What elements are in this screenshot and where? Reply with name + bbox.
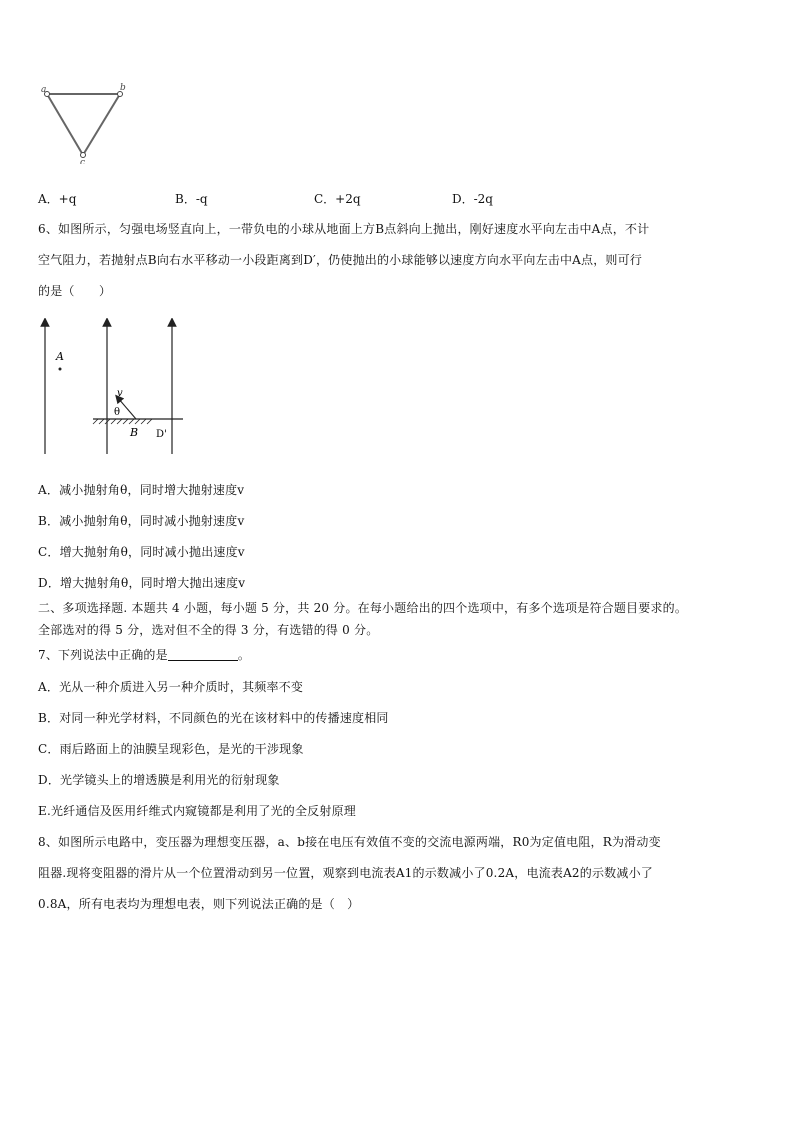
section-2-header-line-2: 全部选对的得 5 分，选对但不全的得 3 分，有选错的得 0 分。	[38, 623, 379, 637]
q6-stem-line-1: 6、如图所示，匀强电场竖直向上，一带负电的小球从地面上方B点斜向上抛出，刚好速度水平向左击中A点，不计	[38, 222, 650, 236]
vertex-label-b: b	[120, 83, 126, 93]
point-a-label: A	[56, 350, 64, 363]
q6-stem-line-2: 空气阻力，若抛射点B向右水平移动一小段距离到D′，仍使抛出的小球能够以速度方向水平向左击中A点，则可行	[38, 253, 643, 267]
q7-option-b: B．对同一种光学材料，不同颜色的光在该材料中的传播速度相同	[38, 711, 389, 725]
point-d-label: D'	[156, 429, 167, 440]
q5-option-c: C．+2q	[314, 192, 361, 206]
q7-option-c: C．雨后路面上的油膜呈现彩色，是光的干涉现象	[38, 742, 304, 756]
q7-stem-text: 7、下列说法中正确的是	[38, 648, 168, 662]
q7-option-a: A．光从一种介质进入另一种介质时，其频率不变	[38, 680, 304, 694]
vertex-label-a: a	[41, 85, 47, 95]
q6-stem-line-3: 的是（ ）	[38, 284, 112, 298]
triangle-figure	[38, 82, 138, 164]
q7-answer-blank[interactable]	[168, 648, 238, 661]
point-a	[59, 368, 62, 371]
q7-option-d: D．光学镜头上的增透膜是利用光的衍射现象	[38, 773, 280, 787]
q5-option-d: D．-2q	[452, 192, 493, 206]
q6-option-a: A．减小抛射角θ，同时增大抛射速度v	[38, 483, 245, 497]
q8-stem-line-1: 8、如图所示电路中，变压器为理想变压器，a、b接在电压有效值不变的交流电源两端，R0为定值电阻，R为滑动变	[38, 835, 661, 849]
electric-field-figure	[38, 318, 198, 458]
q7-option-e: E.光纤通信及医用纤维式内窥镜都是利用了光的全反射原理	[38, 804, 356, 818]
q7-stem	[38, 646, 250, 663]
q7-stem-end: 。	[237, 648, 251, 662]
q6-option-b: B．减小抛射角θ，同时减小抛射速度v	[38, 514, 245, 528]
q6-option-c: C．增大抛射角θ，同时减小抛出速度v	[38, 545, 245, 559]
vertex-label-c: c	[80, 158, 86, 164]
q8-stem-line-2: 阻器.现将变阻器的滑片从一个位置滑动到另一位置，观察到电流表A1的示数减小了0.2A，电流表A2的示数减小了	[38, 866, 653, 880]
q5-option-b: B．-q	[175, 192, 208, 206]
point-b-label: B	[130, 426, 139, 439]
angle-label: θ	[114, 407, 121, 418]
q5-option-a: A．+q	[38, 192, 77, 206]
velocity-label: v	[117, 388, 123, 399]
section-2-header-line-1: 二、多项选择题. 本题共 4 小题，每小题 5 分，共 20 分。在每小题给出的四个选项中，有多个选项是符合题目要求的。	[38, 601, 688, 615]
q8-stem-line-3: 0.8A，所有电表均为理想电表，则下列说法正确的是（ ）	[38, 897, 360, 911]
q6-option-d: D．增大抛射角θ，同时增大抛出速度v	[38, 576, 246, 590]
